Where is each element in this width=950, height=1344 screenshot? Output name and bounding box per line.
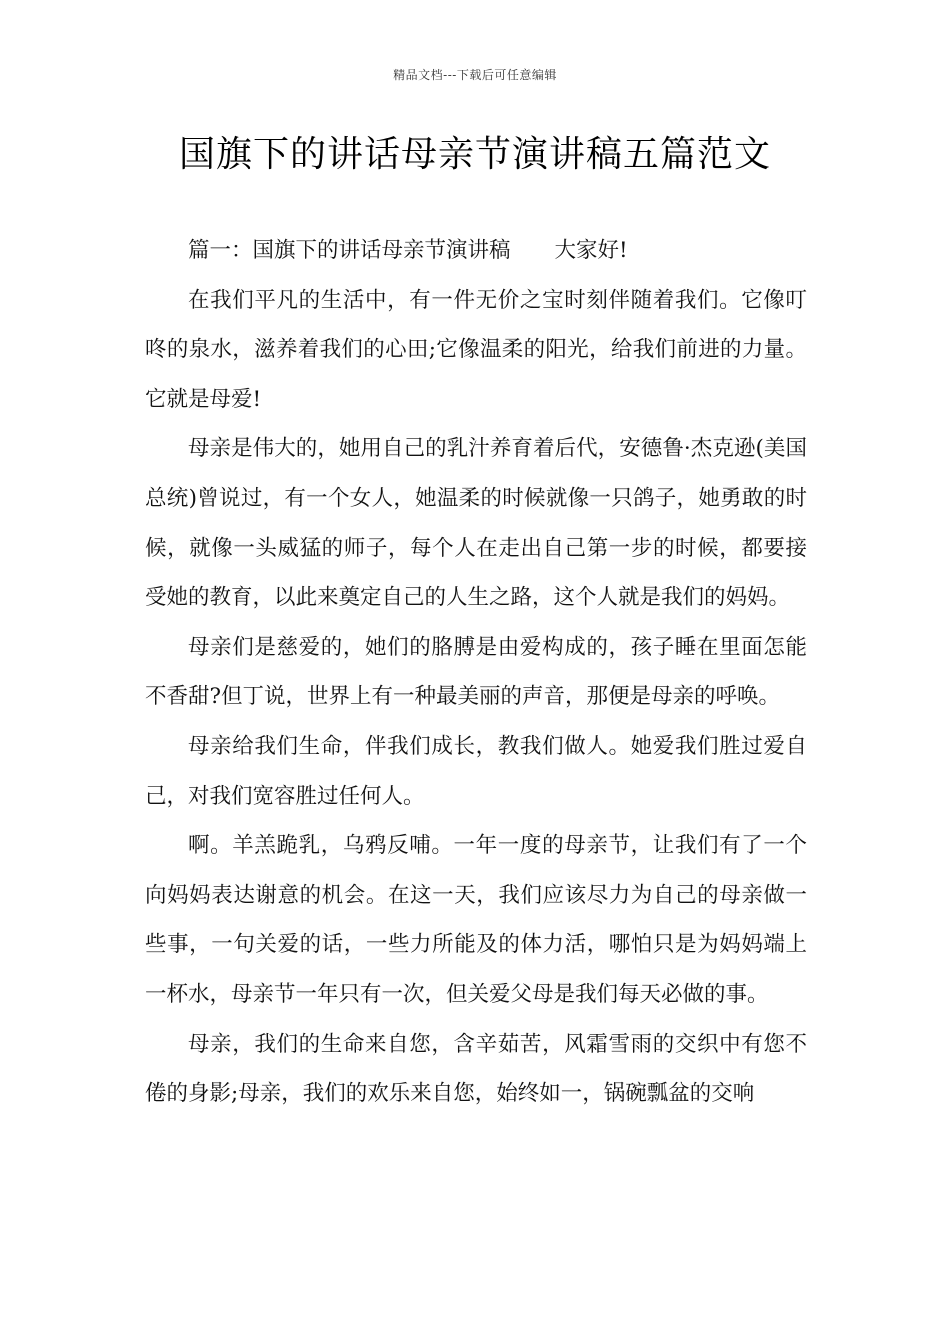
paragraph: 在我们平凡的生活中，有一件无价之宝时刻伴随着我们。它像叮咚的泉水，滋养着我们的心田;它像温柔的阳光，给我们前进的力量。它就是母爱!: [145, 287, 807, 412]
paragraph: 母亲们是慈爱的，她们的胳膊是由爱构成的，孩子睡在里面怎能不香甜?但丁说，世界上有一种最美丽的声音，那便是母亲的呼唤。: [145, 634, 807, 710]
paragraph: 母亲给我们生命，伴我们成长，教我们做人。她爱我们胜过爱自己，对我们宽容胜过任何人。: [145, 733, 807, 809]
header-note: 精品文档---下载后可任意编辑: [393, 68, 557, 82]
paragraph: 啊。羊羔跪乳，乌鸦反哺。一年一度的母亲节，让我们有了一个向妈妈表达谢意的机会。在这一天，我们应该尽力为自己的母亲做一些事，一句关爱的话，一些力所能及的体力活，哪怕只是为妈妈端上一杯水，母亲节一年只有一次，但关爱父母是我们每天必做的事。: [145, 833, 807, 1007]
greeting: 大家好!: [554, 238, 628, 263]
document-body: [145, 226, 807, 1119]
section-label: 篇一：国旗下的讲话母亲节演讲稿: [188, 238, 511, 263]
paragraph-heading-line: [145, 226, 807, 276]
document-title: 国旗下的讲话母亲节演讲稿五篇范文: [178, 134, 771, 175]
paragraph: 母亲，我们的生命来自您，含辛茹苦，风霜雪雨的交织中有您不倦的身影;母亲，我们的欢乐来自您，始终如一，锅碗瓢盆的交响: [145, 1031, 807, 1107]
paragraph: 母亲是伟大的，她用自己的乳汁养育着后代，安德鲁·杰克逊(美国总统)曾说过，有一个女人，她温柔的时候就像一只鸽子，她勇敢的时候，就像一头威猛的师子，每个人在走出自己第一步的时候，都要接受她的教育，以此来奠定自己的人生之路，这个人就是我们的妈妈。: [145, 436, 807, 611]
